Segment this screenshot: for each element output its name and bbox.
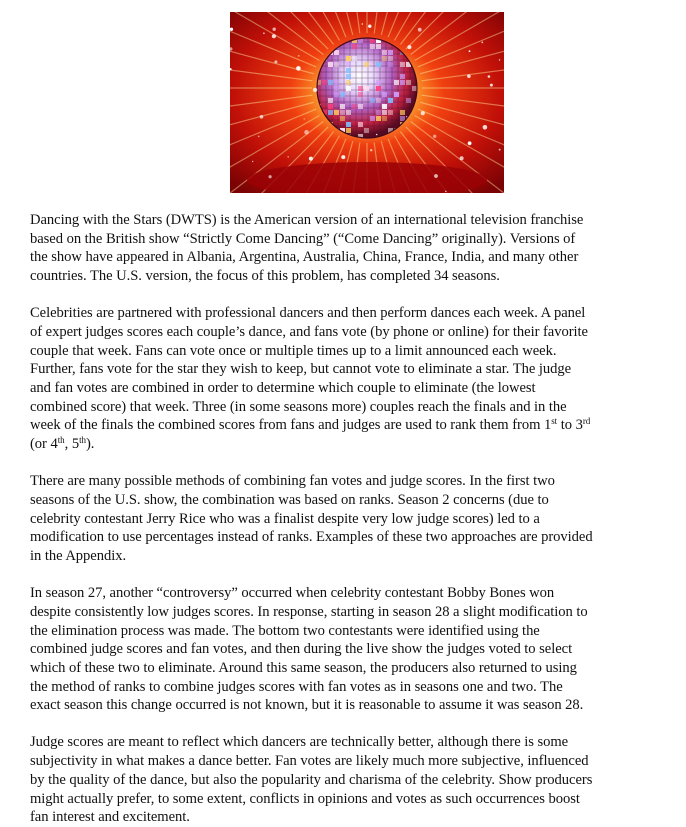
text-line: celebrity contestant Jerry Rice who was a finalist despite very low judge scores) led to a — [30, 510, 540, 527]
text-line: Celebrities are partnered with professional dancers and then perform dances each week. A panel — [30, 305, 586, 322]
text-line: by the quality of the dance, but also the popularity and charisma of the celebrity. Show producers — [30, 771, 593, 788]
text-fragment: (or 4 — [30, 436, 58, 453]
text-line: might actually prefer, to some extent, conflicts in opinions and votes as such occurrences boost — [30, 790, 580, 807]
text-line: the elimination process was made. The bottom two contestants were identified using the — [30, 622, 540, 639]
text-line: Judge scores are meant to reflect which dancers are technically better, although there is some — [30, 734, 569, 751]
text-line: countries. The U.S. version, the focus of this problem, has completed 34 seasons. — [30, 268, 500, 285]
text-fragment: ). — [85, 436, 95, 453]
text-line: Dancing with the Stars (DWTS) is the American version of an international television franchise — [30, 212, 584, 228]
text-fragment: to 3 — [557, 417, 583, 434]
text-line — [30, 416, 670, 435]
text-line: of expert judges scores each couple’s dance, and fans vote (by phone or online) for their favorite — [30, 323, 588, 340]
text-line — [30, 435, 670, 454]
text-line: modification to use percentages instead of ranks. Examples of these two approaches are provided — [30, 529, 593, 546]
text-fragment: week of the finals the combined scores from fans and judges are used to rank them from 1 — [30, 417, 552, 434]
paragraph-methods — [30, 472, 670, 566]
text-line: couple that week. Fans can vote once or multiple times up to a limit announced each week. — [30, 342, 557, 359]
ordinal-suffix: th — [57, 435, 65, 446]
text-line: the method of ranks to combine judges scores with fan votes as in seasons one and two. The — [30, 678, 563, 695]
text-line: Further, fans vote for the star they wish to keep, but cannot vote to eliminate a star. The judge — [30, 361, 572, 378]
text-line: fan interest and excitement. — [30, 809, 190, 826]
text-line: the show have appeared in Albania, Argentina, Australia, China, France, India, and many other — [30, 249, 579, 266]
text-line: There are many possible methods of combining fan votes and judge scores. In the first two — [30, 473, 555, 490]
text-fragment: , 5 — [64, 436, 80, 453]
text-line: combined judge scores and fan votes, and then during the live show the judges voted to select — [30, 641, 573, 658]
ordinal-suffix: th — [79, 435, 86, 446]
text-line: based on the British show “Strictly Come Dancing” (“Come Dancing” originally). Versions of — [30, 230, 576, 247]
document-body — [30, 211, 670, 827]
ordinal-suffix: rd — [582, 416, 591, 427]
paragraph-judges-vs-fans — [30, 733, 670, 827]
text-line: In season 27, another “controversy” occurred when celebrity contestant Bobby Bones won — [30, 585, 555, 602]
text-line: exact season this change occurred is not known, but it is reasonable to assume it was season 28. — [30, 697, 584, 714]
paragraph-format — [30, 304, 670, 454]
paragraph-intro — [30, 211, 670, 286]
ordinal-suffix: st — [551, 416, 558, 427]
text-line: combined score) that week. Three (in some seasons more) couples reach the finals and in the — [30, 398, 567, 415]
text-line: subjectivity in what makes a dance better. Fan votes are likely much more subjective, influenced — [30, 753, 589, 770]
disco-ball-image — [230, 12, 504, 193]
text-line: despite consistently low judges scores. In response, starting in season 28 a slight modification to — [30, 603, 588, 620]
text-line: which of these two to eliminate. Around this same season, the producers also returned to using — [30, 659, 577, 676]
text-line: seasons of the U.S. show, the combination was based on ranks. Season 2 concerns (due to — [30, 491, 549, 508]
paragraph-controversy — [30, 584, 670, 715]
text-line: and fan votes are combined in order to determine which couple to eliminate (the lowest — [30, 380, 536, 397]
text-line: in the Appendix. — [30, 548, 127, 565]
